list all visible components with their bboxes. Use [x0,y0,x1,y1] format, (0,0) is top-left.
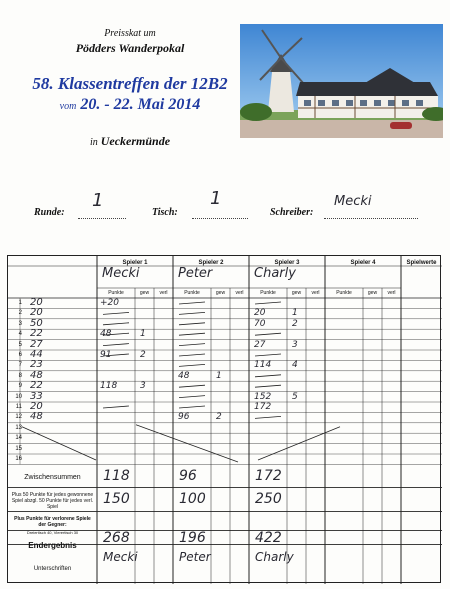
plus50-label: Plus 50 Punkte für jedes gewonnene Spiel abzgl. 50 Punkte für jedes verl. Spiel [11,492,94,510]
endergebnis-label: Endergebnis [28,541,77,550]
header [0,0,450,150]
signature: Peter [179,550,211,565]
player3-punkte-cell: 27 [254,339,266,350]
zwischensumme-value: 96 [179,468,197,485]
player4-header: Spieler 4 [350,260,376,266]
event-title: 58. Klassentreffen der 12B2 [32,74,228,93]
spielwert-cell: 44 [30,349,43,360]
plus50-value: 150 [103,491,130,508]
location-value: Ueckermünde [100,134,171,148]
spielwert-cell: 20 [30,297,43,308]
unterschriften-label: Unterschriften [33,566,72,572]
verl-subheader: verl [235,290,244,296]
schreiber-label: Schreiber: [270,207,314,218]
tisch-label: Tisch: [152,207,178,218]
pen-dash [255,354,281,356]
pen-dash [103,323,129,325]
player1-gew-cell: 3 [140,381,146,392]
pen-dash [179,344,205,346]
plus50-value: 100 [179,491,206,508]
row-number: 8 [18,372,22,379]
player3-header: Spieler 3 [274,260,300,266]
row-number: 15 [15,445,22,452]
zwischensummen-label: Zwischensummen [24,474,81,481]
spielwert-cell: 48 [30,411,43,423]
player2-header: Spieler 2 [198,260,224,266]
row-number: 9 [18,383,22,390]
pen-strike [258,427,340,460]
player3-punkte-cell: 70 [254,318,266,329]
spielwert-cell: 48 [30,369,43,381]
player2-punkte-cell: 48 [178,370,190,381]
meta-row [0,188,450,222]
pen-dash [179,312,205,314]
spielwert-cell: 22 [30,380,43,392]
signature: Mecki [103,550,138,565]
pen-dash [179,385,205,387]
row-number: 10 [15,393,22,400]
punkte-subheader: Punkte [260,290,276,296]
row-number: 5 [18,341,22,348]
player3-punkte-cell: 114 [254,360,272,371]
tisch-line [192,217,248,219]
location-prefix: in [89,137,98,148]
runde-value: 1 [92,190,104,211]
player3-gew-cell: 2 [292,318,298,329]
endergebnis-value: 422 [255,530,282,547]
runde-label: Runde: [34,207,65,218]
spielwert-cell: 20 [30,307,43,319]
schreiber-value: Mecki [334,194,372,209]
row-number: 1 [18,300,22,306]
spielwert-cell: 23 [30,359,43,371]
plusverloren-small-label: Dreiertisch 40, Vierertisch 30 [26,530,79,535]
player1-punkte-cell: 48 [100,329,112,340]
player2-name: Peter [178,266,213,281]
pen-dash [179,302,205,304]
pen-dash [103,406,129,408]
row-number: 6 [18,352,22,358]
spielwert-cell: 27 [30,338,43,350]
player3-punkte-cell: 20 [254,308,266,319]
subtitle: Preisskat um [104,28,156,39]
pen-dash [179,333,205,335]
pen-strike [22,427,96,460]
row-number: 12 [15,414,22,421]
spielwert-cell: 33 [30,390,43,402]
pen-strike [136,425,238,462]
row-number: 14 [15,435,22,442]
player2-gew-cell: 2 [216,412,222,423]
gew-subheader: gew [215,290,226,296]
plusverloren-label: Plus Punkte für verlorene Spiele der Gegner: [14,516,91,528]
pen-dash [179,323,205,325]
row-number: 11 [15,404,22,410]
row-number: 7 [18,362,22,369]
gew-subheader: gew [291,290,302,296]
player1-punkte-cell: 118 [100,381,118,392]
row-number: 16 [15,456,22,462]
signature: Charly [255,550,294,565]
player3-punkte-cell: 152 [254,391,272,402]
event-location [20,134,240,149]
runde-line [78,217,126,219]
pen-dash [103,312,129,314]
punkte-subheader: Punkte [108,290,124,296]
pen-dash [179,364,205,366]
player1-gew-cell: 1 [140,329,146,340]
row-number: 13 [15,424,22,431]
tisch-value: 1 [210,188,222,209]
player1-punkte-cell: +20 [100,298,119,308]
pen-dash [255,302,281,304]
row-number: 4 [18,331,22,338]
pen-dash [179,396,205,398]
endergebnis-value: 196 [179,530,206,547]
trophy-title: Pödders Wanderpokal [75,41,185,55]
player1-name: Mecki [102,266,140,281]
schreiber-line [324,217,418,219]
player1-punkte-cell: 91 [100,350,112,360]
pen-dash [255,375,281,377]
pen-dash [255,333,281,335]
player3-punkte-cell: 172 [254,402,272,412]
score-sheet [7,255,441,583]
player3-gew-cell: 4 [292,360,298,371]
player2-punkte-cell: 96 [178,412,190,423]
spielwerte-header: Spielwerte [406,260,437,266]
spielwert-cell: 50 [30,317,43,329]
player3-gew-cell: 3 [292,339,298,350]
gew-subheader: gew [139,290,150,296]
pen-dash [255,385,281,387]
row-number: 3 [18,320,22,327]
pen-dash [179,354,205,356]
player2-gew-cell: 1 [216,370,222,381]
windmill-hotel-photo [240,24,443,138]
gew-subheader: gew [367,290,378,296]
pen-dash [255,416,281,418]
player3-name: Charly [254,266,296,281]
verl-subheader: verl [159,290,168,296]
plus50-value: 250 [255,491,282,508]
verl-subheader: verl [387,290,396,296]
punkte-subheader: Punkte [184,290,200,296]
date-value: 20. - 22. Mai 2014 [80,96,201,113]
verl-subheader: verl [311,290,320,296]
spielwert-cell: 22 [30,328,43,340]
pen-dash [103,344,129,346]
endergebnis-value: 268 [103,530,130,547]
zwischensumme-value: 118 [103,468,130,485]
player1-gew-cell: 2 [140,350,146,360]
pen-dash [179,406,205,408]
event-date [20,96,240,114]
player3-gew-cell: 1 [292,308,298,319]
row-number: 2 [18,310,22,317]
zwischensumme-value: 172 [255,468,282,485]
spielwert-cell: 20 [30,401,43,412]
player1-header: Spieler 1 [122,260,148,266]
date-prefix: vom [59,101,77,112]
punkte-subheader: Punkte [336,290,352,296]
player3-gew-cell: 5 [292,391,298,402]
